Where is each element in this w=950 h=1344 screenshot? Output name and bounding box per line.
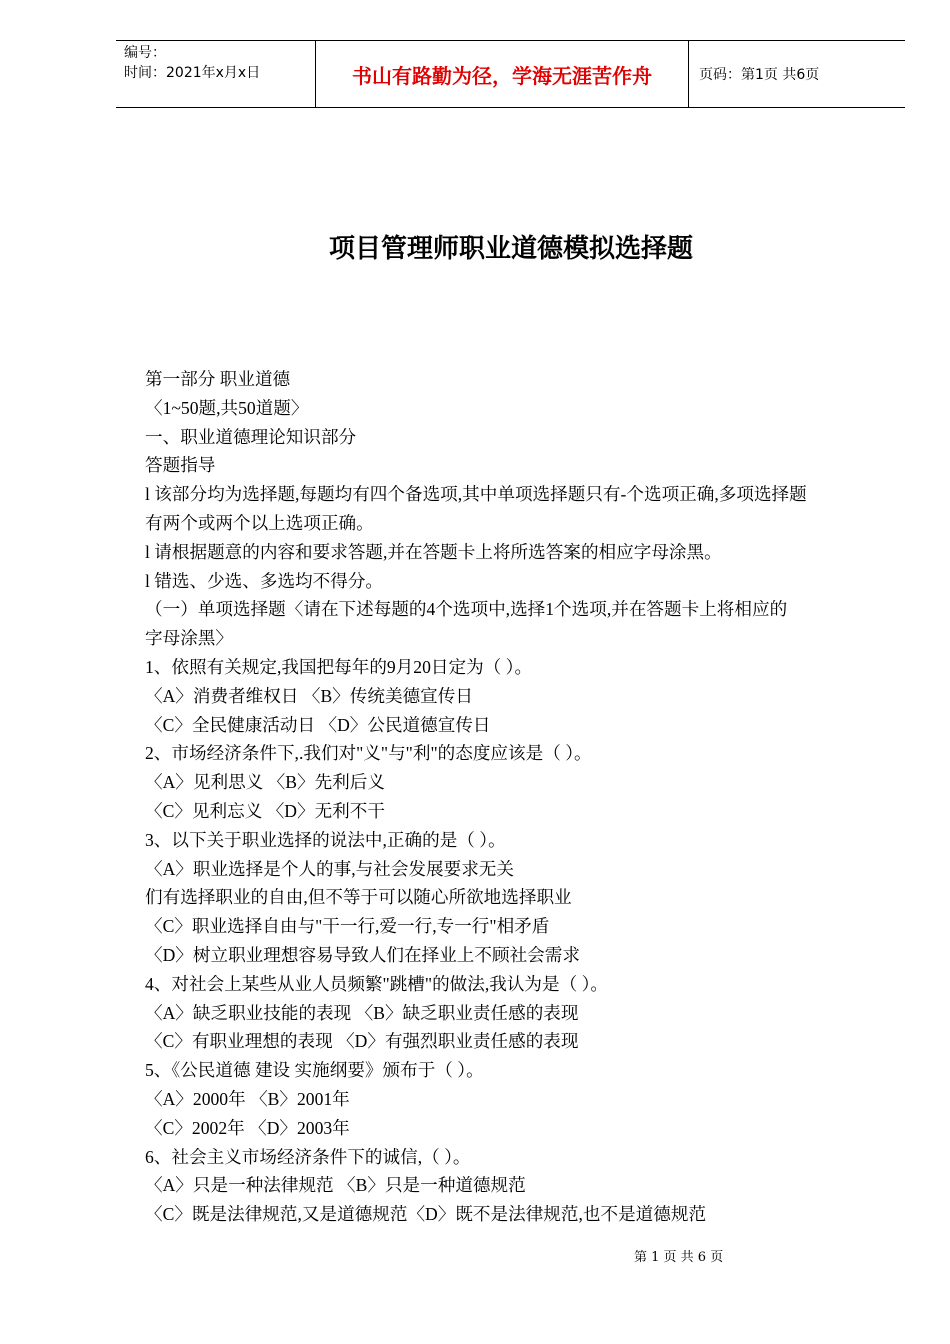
text-line: 〈C〉全民健康活动日 〈D〉公民道德宣传日	[145, 714, 491, 735]
text-line: 字母涂黑〉	[145, 628, 233, 649]
text-line: 1、依照有关规定,我国把每年的9月20日定为（ ）。	[145, 656, 533, 677]
text-line: 3、以下关于职业选择的说法中,正确的是（ ）。	[145, 829, 506, 850]
text-line: 〈C〉2002年 〈D〉2003年	[145, 1117, 350, 1138]
text-line: 〈A〉缺乏职业技能的表现 〈B〉缺乏职业责任感的表现	[145, 1002, 579, 1023]
time-label: 时间：2021年x月x日	[124, 65, 261, 81]
text-line: （一）单项选择题〈请在下述每题的4个选项中,选择1个选项,并在答题卡上将相应的	[145, 599, 788, 620]
text-line: 〈A〉职业选择是个人的事,与社会发展要求无关	[145, 858, 514, 879]
text-line: 〈A〉见利思义 〈B〉先利后义	[145, 772, 385, 793]
header-motto: 书山有路勤为径，学海无涯苦作舟	[316, 41, 689, 107]
text-line: 〈C〉既是法律规范,又是道德规范〈D〉既不是法律规范,也不是道德规范	[145, 1204, 707, 1225]
page-footer: 第 1 页 共 6 页	[634, 1250, 724, 1265]
text-line: 2、市场经济条件下,.我们对"义"与"利"的态度应该是（ ）。	[145, 743, 592, 764]
text-line: 〈C〉见利忘义 〈D〉无利不干	[145, 800, 385, 821]
text-line: 〈A〉只是一种法律规范 〈B〉只是一种道德规范	[145, 1175, 526, 1196]
text-line: 4、对社会上某些从业人员频繁"跳槽"的做法,我认为是（ ）。	[145, 973, 609, 994]
header-meta	[116, 41, 316, 107]
text-line: 答题指导	[145, 455, 216, 476]
text-line: l 该部分均为选择题,每题均有四个备选项,其中单项选择题只有-个选项正确,多项选择题	[145, 484, 807, 505]
number-label: 编号：	[124, 45, 166, 61]
text-line: 〈D〉树立职业理想容易导致人们在择业上不顾社会需求	[145, 944, 580, 965]
text-line: 第一部分 职业道德	[145, 369, 291, 389]
text-line: 〈1~50题,共50道题〉	[145, 397, 309, 418]
text-line: 5、《公民道德 建设 实施纲要》颁布于（ ）。	[145, 1060, 484, 1081]
text-line: 〈C〉职业选择自由与"干一行,爱一行,专一行"相矛盾	[145, 916, 550, 937]
document-body	[145, 365, 875, 1229]
text-line: l 请根据题意的内容和要求答题,并在答题卡上将所选答案的相应字母涂黑。	[145, 541, 722, 562]
text-line: 6、社会主义市场经济条件下的诚信,（ ）。	[145, 1146, 471, 1167]
header-page-label: 页码：第1页 共6页	[699, 67, 820, 83]
text-line: 们有选择职业的自由,但不等于可以随心所欲地选择职业	[145, 887, 572, 908]
text-line: 〈A〉2000年 〈B〉2001年	[145, 1088, 350, 1109]
text-line: 有两个或两个以上选项正确。	[145, 512, 374, 533]
text-line: 〈A〉消费者维权日 〈B〉传统美德宣传日	[145, 685, 473, 706]
text-line: 〈C〉有职业理想的表现 〈D〉有强烈职业责任感的表现	[145, 1031, 579, 1052]
page-header	[116, 40, 905, 108]
text-line: l 错选、少选、多选均不得分。	[145, 570, 384, 591]
text-line: 一、职业道德理论知识部分	[145, 426, 357, 447]
document-title: 项目管理师职业道德模拟选择题	[328, 234, 693, 264]
